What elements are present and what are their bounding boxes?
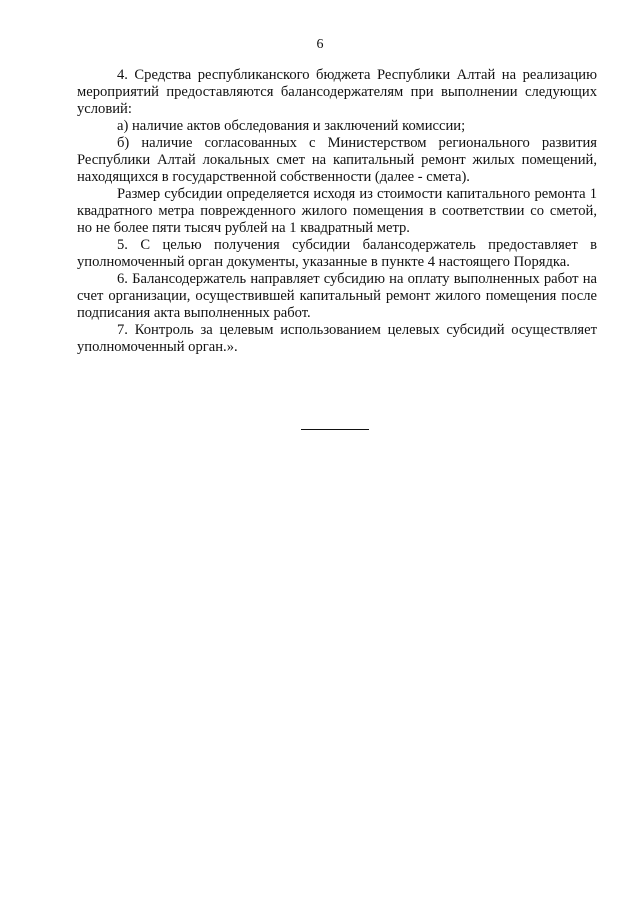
document-body — [77, 67, 597, 356]
paragraph-item-4: 4. Средства республиканского бюджета Республики Алтай на реализацию мероприятий предоставляются балансодержателям при выполнении следующих условий: — [77, 67, 597, 117]
paragraph-item-6: 6. Балансодержатель направляет субсидию на оплату выполненных работ на счет организации, осуществившей капитальный ремонт жилого помещения после подписания акта выполненных работ. — [77, 271, 597, 321]
end-divider-line — [301, 429, 369, 430]
paragraph-subitem-b: б) наличие согласованных с Министерством регионального развития Республики Алтай локальных смет на капитальный ремонт жилых помещений, находящихся в государственной собственности (далее - смета). — [77, 135, 597, 185]
paragraph-item-7: 7. Контроль за целевым использованием целевых субсидий осуществляет уполномоченный орган.». — [77, 322, 597, 355]
paragraph-subsidy-amount: Размер субсидии определяется исходя из стоимости капитального ремонта 1 квадратного метра поврежденного жилого помещения в соответствии со сметой, но не более пяти тысяч рублей на 1 квадратный метр. — [77, 186, 597, 236]
paragraph-item-5: 5. С целью получения субсидии балансодержатель предоставляет в уполномоченный орган документы, указанные в пункте 4 настоящего Порядка. — [77, 237, 597, 270]
paragraph-subitem-a: а) наличие актов обследования и заключений комиссии; — [117, 118, 466, 134]
page-number: 6 — [316, 37, 324, 52]
